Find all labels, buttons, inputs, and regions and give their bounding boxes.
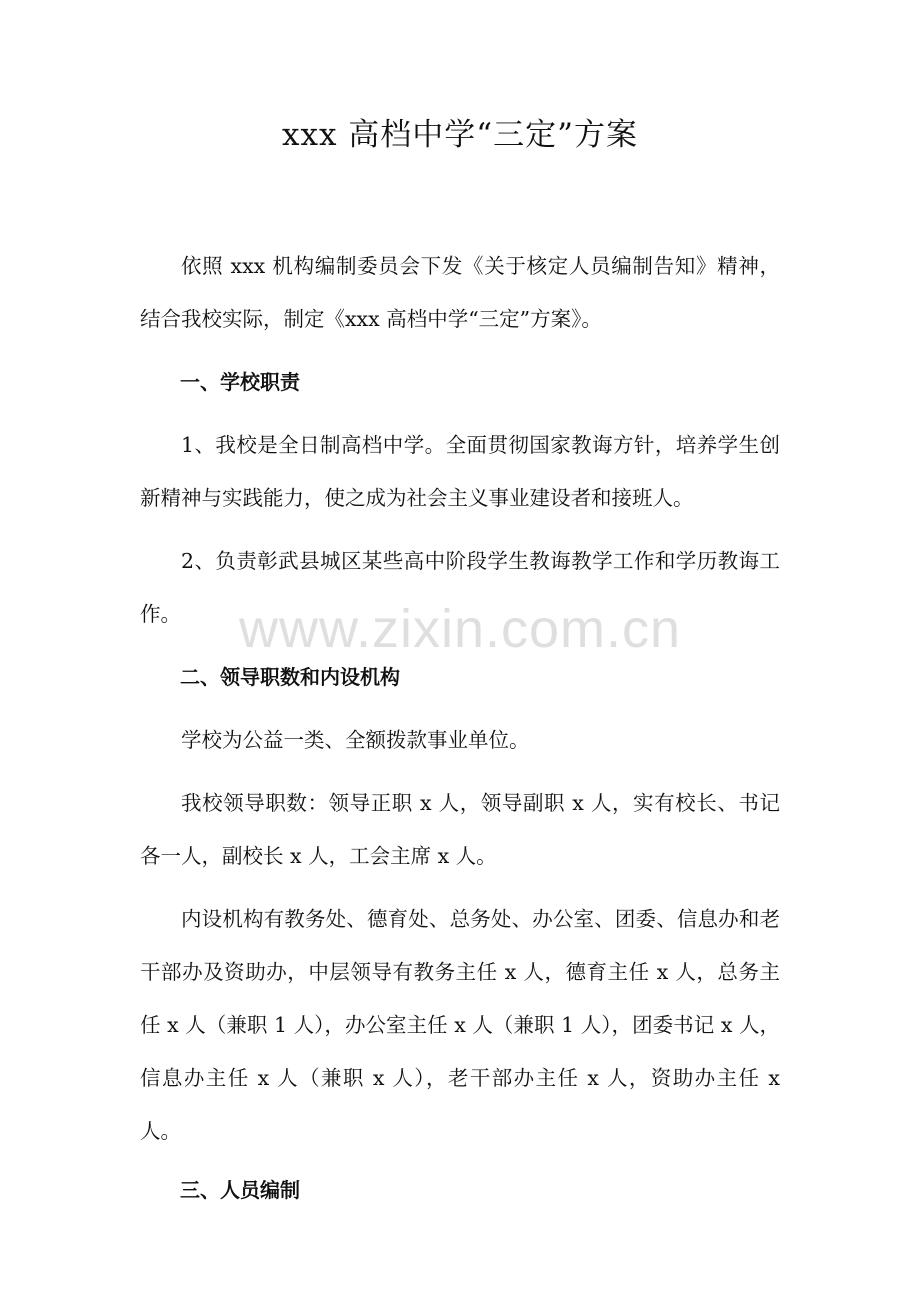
internal-departments-paragraph: 内设机构有教务处、德育处、总务处、办公室、团委、信息办和老干部办及资助办，中层领导有教务主任 x 人，德育主任 x 人，总务主任 x 人（兼职 1 人），办公室主任 x 人（兼职 1 人），团委书记 x 人，信息办主任 x 人（兼职 x 人），老干部办主任 x 人，资助办主任 x 人。 — [140, 907, 780, 1143]
unit-type-paragraph: 学校为公益一类、全额拨款事业单位。 — [181, 728, 530, 752]
section-heading-school-duties: 一、学校职责 — [180, 370, 300, 394]
site-watermark: www.zixin.com.cn — [238, 599, 682, 659]
intro-paragraph: 依照 xxx 机构编制委员会下发《关于核定人员编制告知》精神，结合我校实际，制定《xxx 高档中学“三定”方案》。 — [140, 254, 780, 331]
duty-paragraph-1: 1、我校是全日制高档中学。全面贯彻国家教诲方针，培养学生创新精神与实践能力，使之成为社会主义事业建设者和接班人。 — [140, 433, 780, 510]
document-title: xxx 高档中学“三定”方案 — [282, 117, 638, 153]
leadership-count-paragraph: 我校领导职数：领导正职 x 人，领导副职 x 人，实有校长、书记各一人，副校长 x 人，工会主席 x 人。 — [140, 791, 780, 868]
section-heading-staffing: 三、人员编制 — [180, 1178, 300, 1202]
duty-paragraph-2: 2、负责彰武县城区某些高中阶段学生教诲教学工作和学历教诲工作。 — [140, 549, 780, 626]
document-body — [140, 240, 780, 1227]
section-heading-leadership: 二、领导职数和内设机构 — [180, 665, 400, 689]
